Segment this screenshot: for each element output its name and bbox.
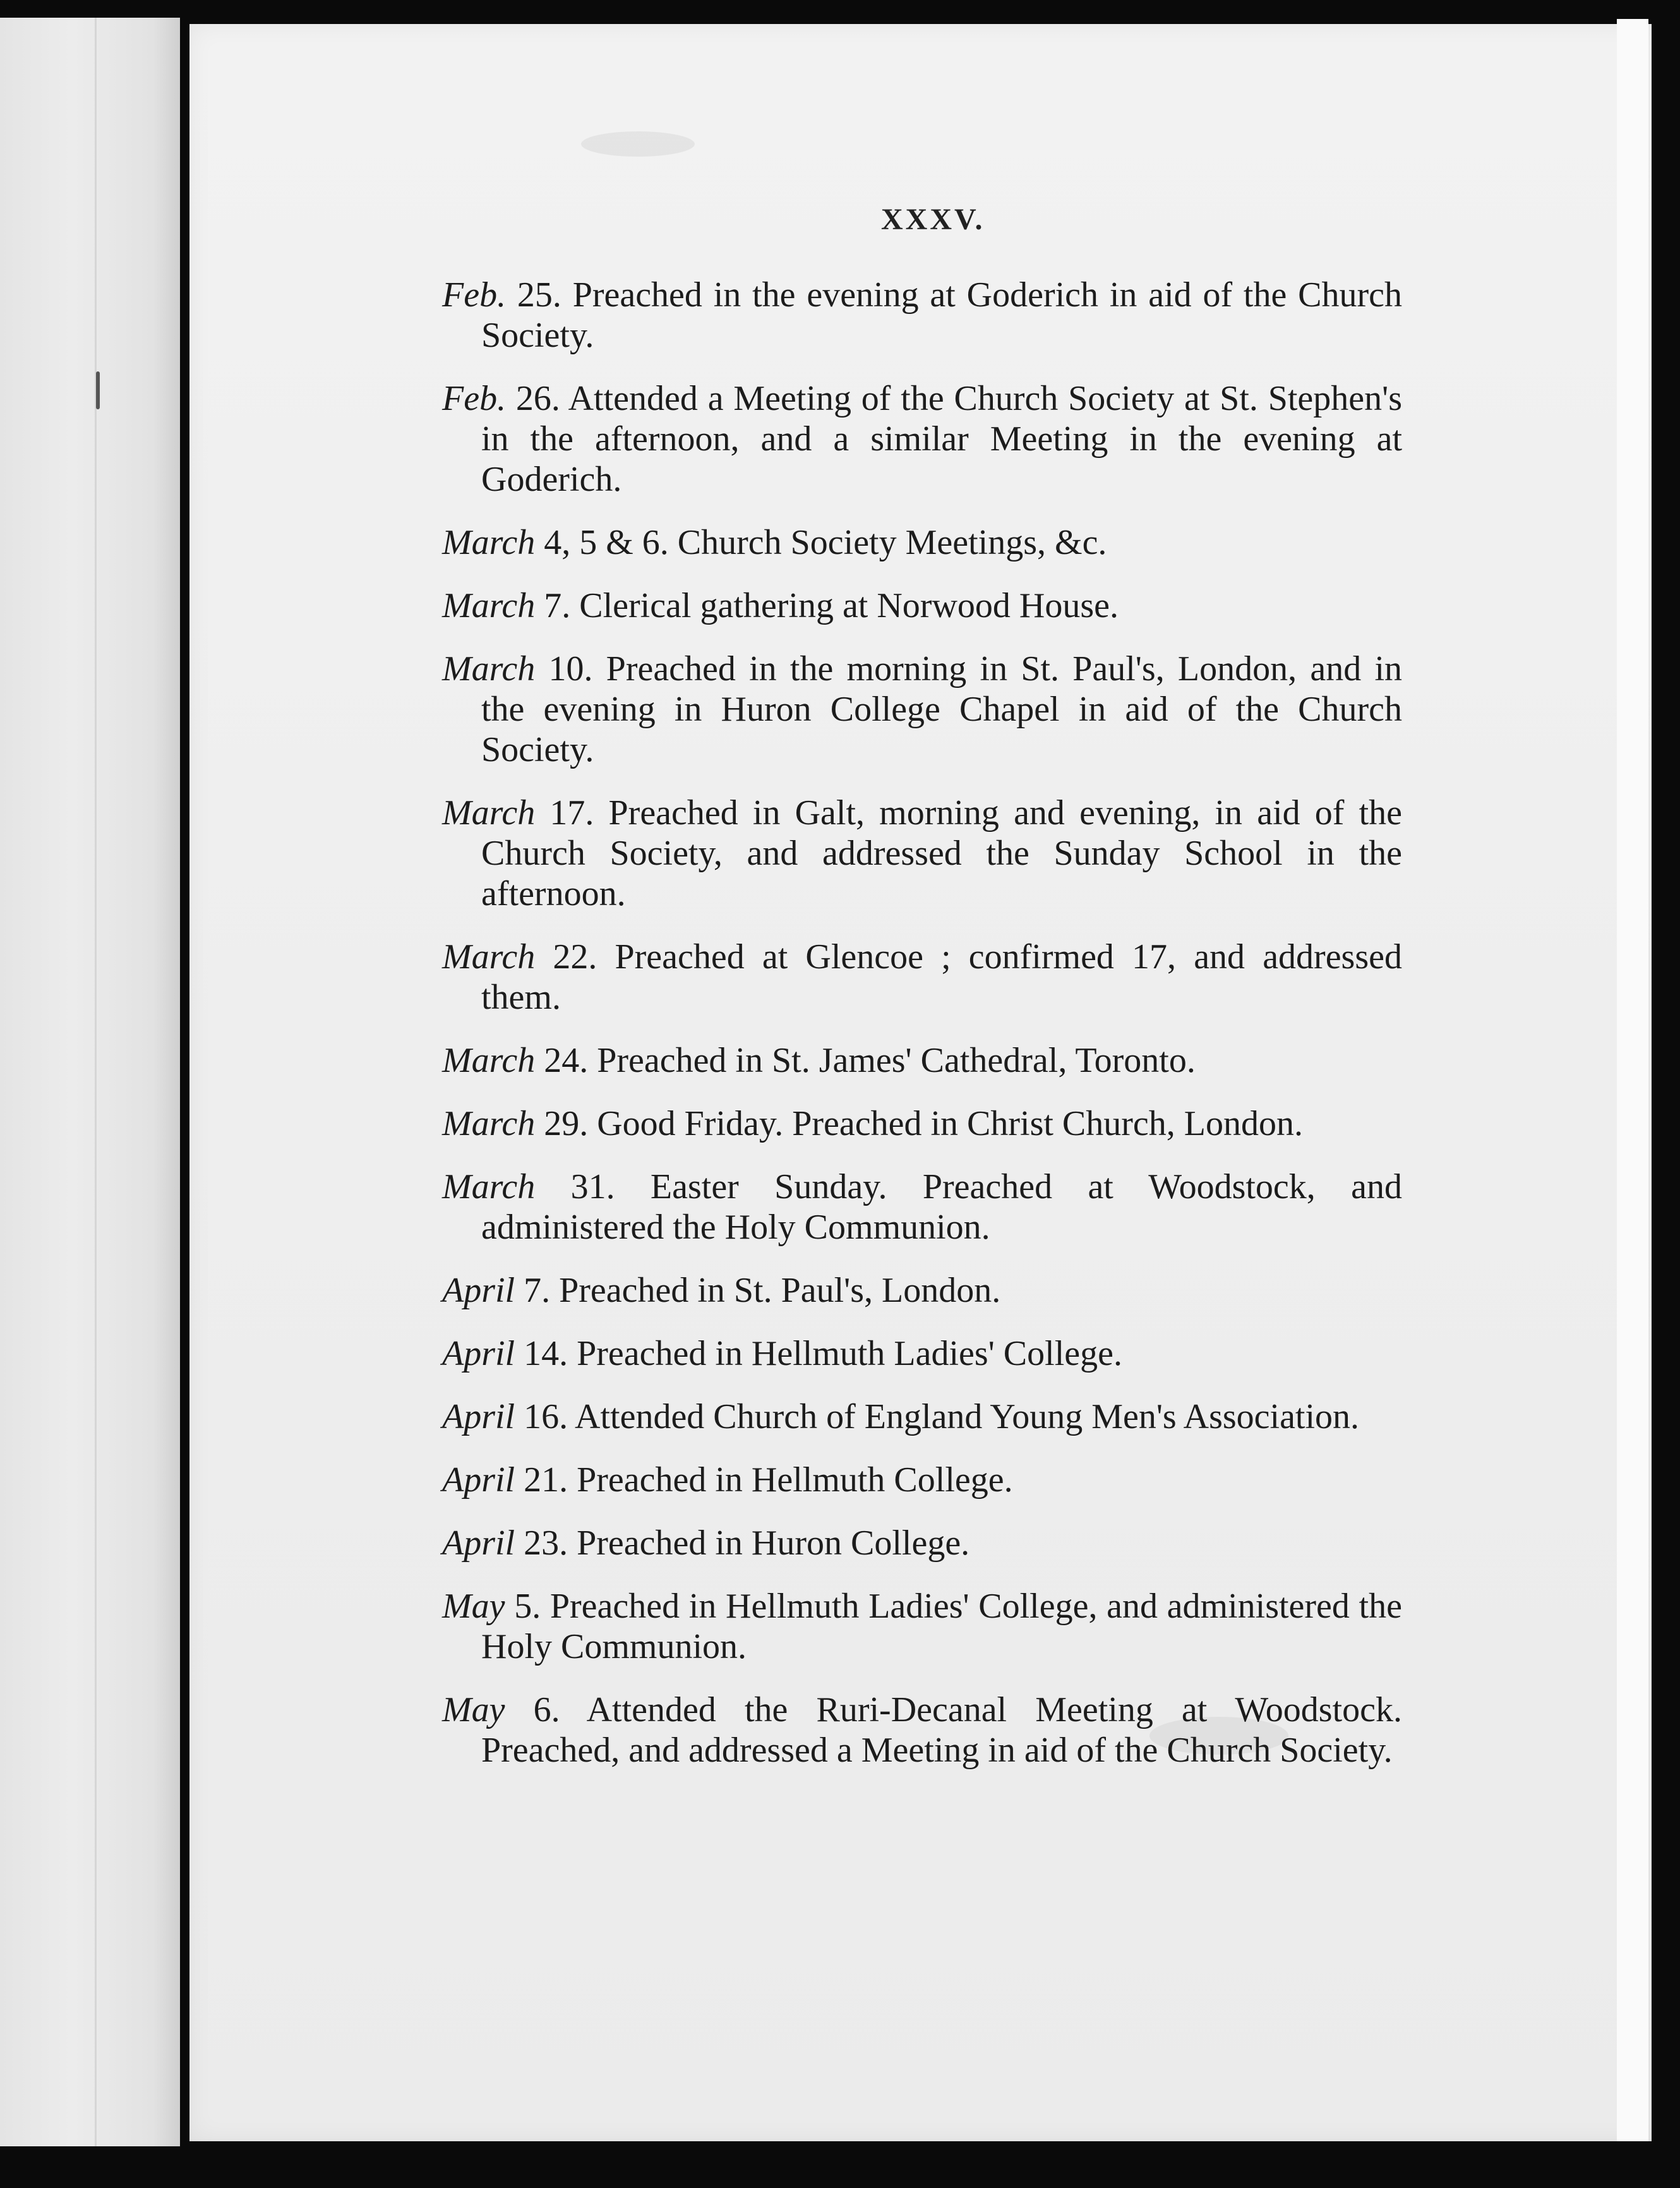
diary-entries [442,275,1402,1793]
entry-text: 7. Preached in St. Paul's, London. [515,1271,1001,1310]
diary-entry [442,1586,1402,1667]
entry-text: 6. Attended the Ruri-Decanal Meeting at Woodstock. Preached, and addressed a Meeting in aid of the Church Society. [481,1690,1402,1770]
entry-date: March [442,937,536,977]
entry-text: 14. Preached in Hellmuth Ladies' College. [515,1334,1122,1373]
diary-entry [442,937,1402,1018]
diary-entry [442,1460,1402,1500]
diary-entry [442,1270,1402,1311]
entry-text: 24. Preached in St. James' Cathedral, Toronto. [535,1041,1196,1080]
entry-text: 7. Clerical gathering at Norwood House. [535,586,1119,625]
entry-text: 22. Preached at Glencoe ; confirmed 17, and addressed them. [481,937,1402,1017]
diary-entry [442,649,1402,770]
diary-entry [442,586,1402,626]
entry-text: 21. Preached in Hellmuth College. [515,1460,1013,1500]
entry-text: 29. Good Friday. Preached in Christ Church, London. [535,1104,1303,1143]
smudge [581,131,695,157]
entry-text: 17. Preached in Galt, morning and evening, in aid of the Church Society, and addressed the Sunday School in the afternoon. [481,793,1402,913]
diary-entry [442,1690,1402,1770]
entry-text: 23. Preached in Huron College. [515,1524,970,1563]
entry-date: March [442,649,536,688]
gutter-line [95,18,97,2146]
entry-date: March [442,1167,536,1206]
page-edge [1617,19,1648,2141]
entry-date: April [442,1460,515,1500]
entry-text: 10. Preached in the morning in St. Paul's, London, and in the evening in Huron College Chapel in aid of the Church Society. [481,649,1402,769]
facing-page [0,18,180,2146]
page-number: XXXV. [881,203,985,236]
entry-date: March [442,586,536,625]
diary-entry [442,1397,1402,1437]
diary-entry [442,275,1402,356]
diary-entry [442,522,1402,563]
entry-date: March [442,1041,536,1080]
entry-date: April [442,1271,515,1310]
entry-date: Feb. [442,275,507,315]
entry-date: Feb. [442,379,507,418]
entry-date: May [442,1690,505,1729]
entry-date: March [442,523,536,562]
diary-entry [442,1333,1402,1374]
diary-entry [442,793,1402,914]
entry-date: May [442,1587,505,1626]
diary-entry [442,378,1402,500]
diary-entry [442,1103,1402,1144]
diary-entry [442,1167,1402,1247]
entry-text: 4, 5 & 6. Church Society Meetings, &c. [535,523,1107,562]
diary-entry [442,1040,1402,1081]
entry-text: 25. Preached in the evening at Goderich in aid of the Church Society. [481,275,1402,355]
diary-entry [442,1523,1402,1563]
entry-date: April [442,1524,515,1563]
entry-date: April [442,1397,515,1436]
entry-date: April [442,1334,515,1373]
entry-date: March [442,1104,536,1143]
entry-text: 16. Attended Church of England Young Men's Association. [515,1397,1360,1436]
page-mark [96,371,100,409]
entry-date: March [442,793,536,833]
entry-text: 31. Easter Sunday. Preached at Woodstock, and administered the Holy Communion. [481,1167,1402,1247]
entry-text: 26. Attended a Meeting of the Church Society at St. Stephen's in the afternoon, and a similar Meeting in the evening at Goderich. [481,379,1402,499]
entry-text: 5. Preached in Hellmuth Ladies' College, and administered the Holy Communion. [481,1587,1402,1666]
